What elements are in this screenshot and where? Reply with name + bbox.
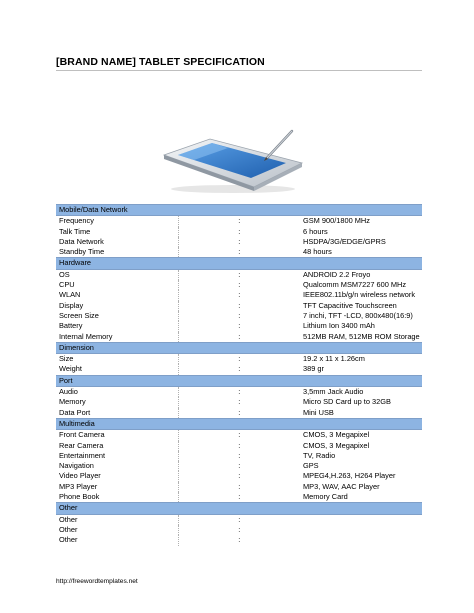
spec-value: Memory Card: [303, 492, 348, 502]
spec-value: 48 hours: [303, 247, 332, 257]
spec-separator: :: [238, 430, 241, 440]
section-header: [56, 503, 422, 514]
spec-label: Standby Time: [56, 247, 178, 258]
spec-value: 6 hours: [303, 226, 328, 236]
spec-label: Size: [56, 354, 178, 365]
spec-row: [56, 354, 422, 365]
section-title: Dimension: [56, 342, 422, 353]
spec-separator: :: [238, 247, 241, 257]
spec-label: OS: [56, 269, 178, 280]
spec-separator: :: [238, 280, 241, 290]
spec-value: MPEG4,H.263, H264 Player: [303, 471, 396, 481]
spec-value: 19.2 x 11 x 1.26cm: [303, 354, 365, 364]
spec-separator: :: [238, 226, 241, 236]
spec-separator: :: [238, 471, 241, 481]
specification-table: [56, 204, 422, 546]
spec-label: Other: [56, 535, 178, 545]
spec-value: GPS: [303, 461, 319, 471]
section-header: [56, 418, 422, 429]
section-header: [56, 258, 422, 269]
spec-separator: :: [238, 524, 241, 534]
spec-label: Talk Time: [56, 227, 178, 237]
spec-separator: :: [238, 331, 241, 341]
section-title: Multimedia: [56, 418, 422, 429]
spec-value: GSM 900/1800 MHz: [303, 216, 370, 226]
spec-separator: :: [238, 354, 241, 364]
section-header: [56, 375, 422, 386]
spec-row: [56, 227, 422, 237]
spec-value: 7 inchi, TFT -LCD, 800x480(16:9): [303, 310, 413, 320]
section-title: Port: [56, 375, 422, 386]
spec-value: TFT Capacitive Touchscreen: [303, 300, 397, 310]
spec-label: Display: [56, 301, 178, 311]
spec-separator: :: [238, 216, 241, 226]
spec-row: [56, 237, 422, 247]
spec-label: Video Player: [56, 471, 178, 481]
spec-value: MP3, WAV, AAC Player: [303, 481, 380, 491]
spec-row: [56, 430, 422, 441]
spec-row: [56, 301, 422, 311]
spec-row: [56, 461, 422, 471]
spec-label: Data Network: [56, 237, 178, 247]
spec-row: [56, 514, 422, 525]
page-title: [BRAND NAME] TABLET SPECIFICATION: [56, 56, 265, 68]
spec-separator: :: [238, 290, 241, 300]
spec-label: Frequency: [56, 216, 178, 227]
spec-label: Entertainment: [56, 451, 178, 461]
spec-row: [56, 311, 422, 321]
spec-separator: :: [238, 450, 241, 460]
spec-row: [56, 525, 422, 535]
spec-separator: :: [238, 440, 241, 450]
spec-value: HSDPA/3G/EDGE/GPRS: [303, 236, 386, 246]
spec-separator: :: [238, 364, 241, 374]
spec-value: 512MB RAM, 512MB ROM Storage: [303, 331, 420, 341]
title-underline: [56, 70, 422, 71]
section-title: Hardware: [56, 258, 422, 269]
spec-separator: :: [238, 397, 241, 407]
spec-label: Screen Size: [56, 311, 178, 321]
spec-separator: :: [238, 492, 241, 502]
spec-separator: :: [238, 514, 241, 524]
spec-row: [56, 471, 422, 481]
spec-separator: :: [238, 461, 241, 471]
spec-separator: :: [238, 310, 241, 320]
spec-value: Micro SD Card up to 32GB: [303, 397, 391, 407]
spec-label: Other: [56, 514, 178, 525]
spec-label: Other: [56, 525, 178, 535]
section-title: Other: [56, 503, 422, 514]
spec-value: 389 gr: [303, 364, 324, 374]
spec-label: Rear Camera: [56, 441, 178, 451]
spec-value: [300, 514, 422, 525]
spec-value: 3,5mm Jack Audio: [303, 387, 364, 397]
spec-value: CMOS, 3 Megapixel: [303, 440, 370, 450]
spec-value: [300, 525, 422, 535]
spec-separator: :: [238, 535, 241, 545]
spec-row: [56, 280, 422, 290]
spec-row: [56, 269, 422, 280]
footer-url: http://freewordtemplates.net: [56, 578, 138, 585]
spec-row: [56, 441, 422, 451]
spec-separator: :: [238, 269, 241, 279]
spec-row: [56, 290, 422, 300]
spec-label: Front Camera: [56, 430, 178, 441]
spec-row: [56, 387, 422, 398]
spec-value: [300, 535, 422, 545]
tablet-with-stylus-icon: [158, 125, 308, 195]
spec-label: Internal Memory: [56, 332, 178, 343]
spec-value: IEEE802.11b/g/n wireless network: [303, 290, 416, 300]
spec-row: [56, 408, 422, 419]
spec-label: Phone Book: [56, 492, 178, 503]
spec-separator: :: [238, 387, 241, 397]
spec-label: Memory: [56, 397, 178, 407]
spec-separator: :: [238, 407, 241, 417]
spec-value: ANDROID 2.2 Froyo: [303, 269, 371, 279]
spec-label: Audio: [56, 387, 178, 398]
spec-label: CPU: [56, 280, 178, 290]
spec-row: [56, 247, 422, 258]
spec-row: [56, 321, 422, 331]
spec-label: Navigation: [56, 461, 178, 471]
spec-value: CMOS, 3 Megapixel: [303, 430, 370, 440]
spec-row: [56, 332, 422, 343]
spec-row: [56, 364, 422, 375]
spec-value: Qualcomm MSM7227 600 MHz: [303, 280, 407, 290]
spec-row: [56, 397, 422, 407]
spec-separator: :: [238, 236, 241, 246]
spec-row: [56, 482, 422, 492]
spec-label: WLAN: [56, 290, 178, 300]
spec-label: Weight: [56, 364, 178, 375]
spec-row: [56, 451, 422, 461]
spec-row: [56, 492, 422, 503]
section-header: [56, 342, 422, 353]
spec-row: [56, 216, 422, 227]
spec-value: Mini USB: [303, 407, 334, 417]
section-header: [56, 205, 422, 216]
spec-value: Lithium Ion 3400 mAh: [303, 321, 375, 331]
spec-label: Battery: [56, 321, 178, 331]
spec-row: [56, 535, 422, 545]
spec-label: Data Port: [56, 408, 178, 419]
spec-separator: :: [238, 481, 241, 491]
section-title: Mobile/Data Network: [56, 205, 422, 216]
spec-separator: :: [238, 300, 241, 310]
spec-label: MP3 Player: [56, 482, 178, 492]
spec-separator: :: [238, 321, 241, 331]
spec-value: TV, Radio: [303, 450, 336, 460]
